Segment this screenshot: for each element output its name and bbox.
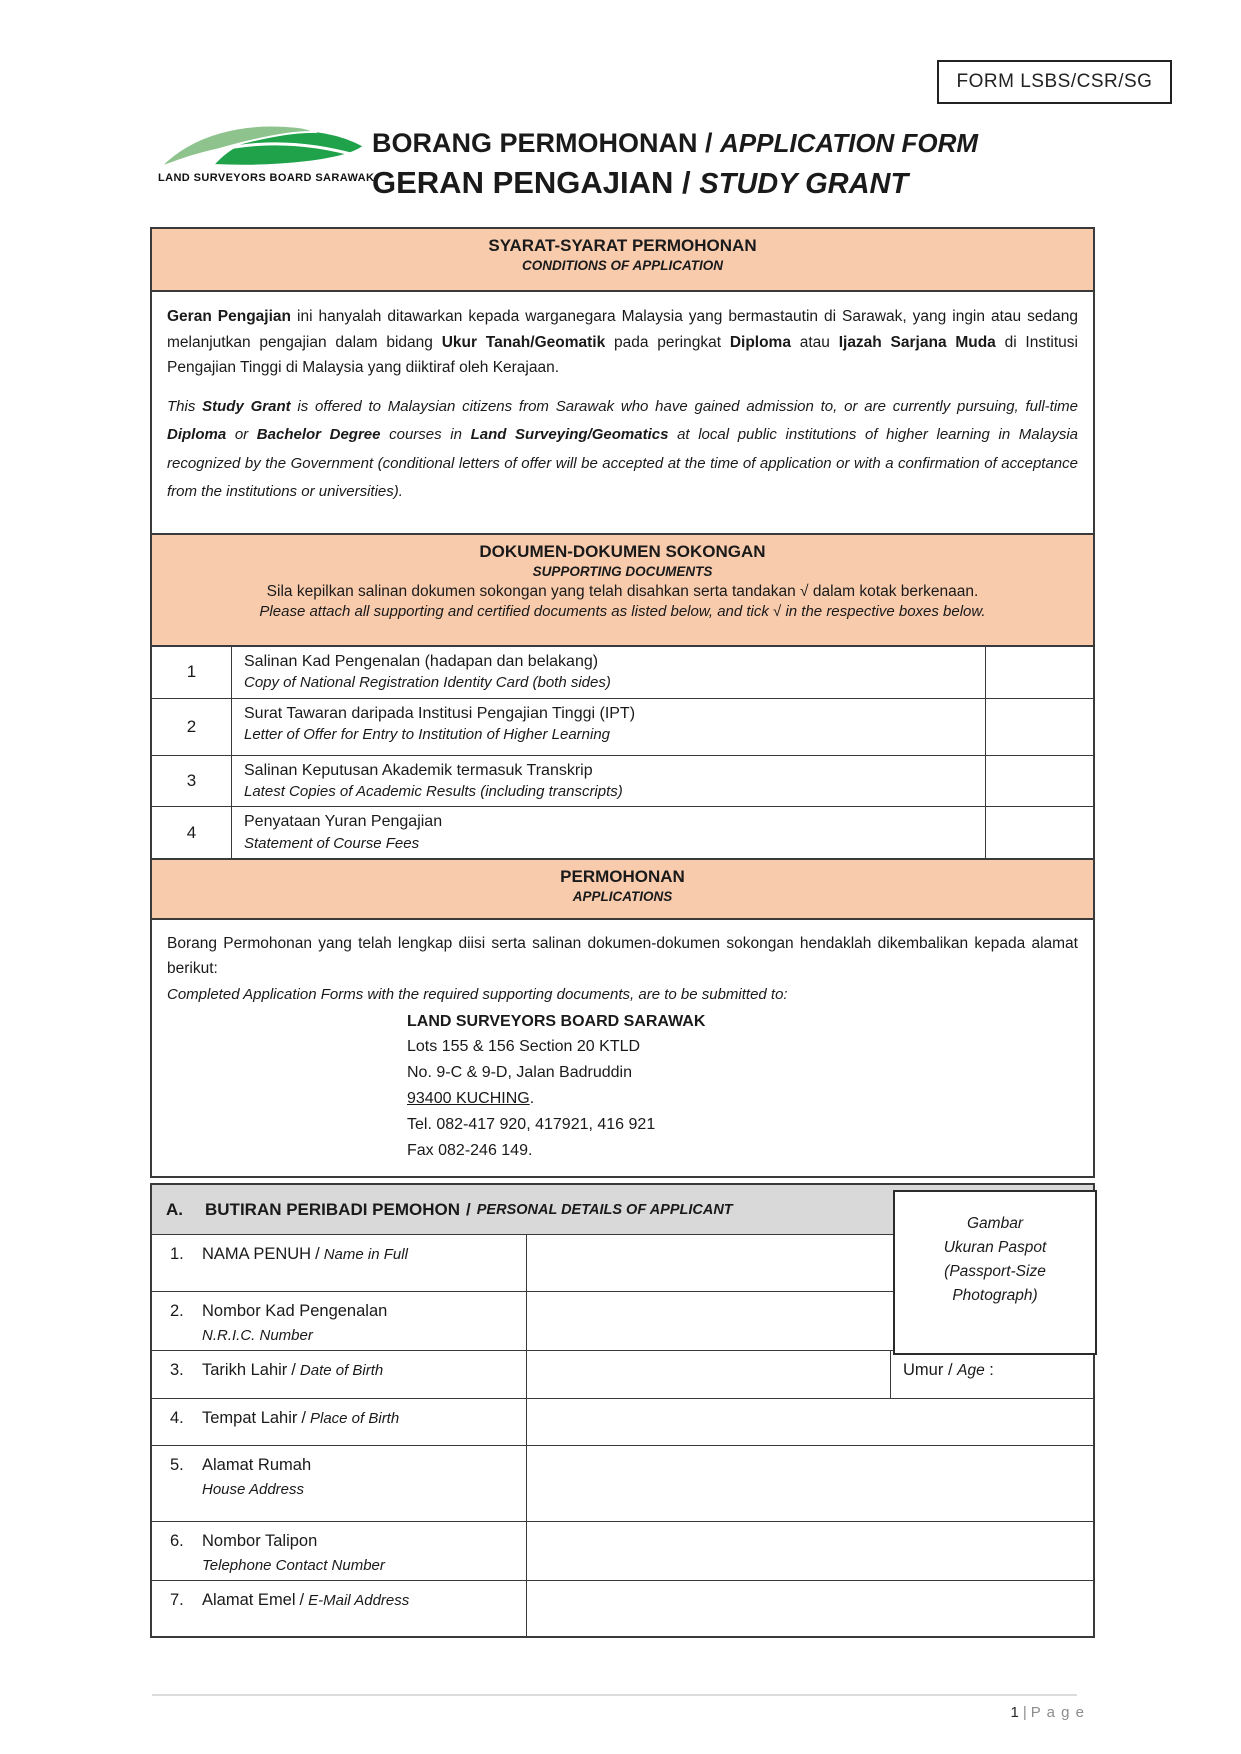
table-row-email: 7. Alamat Emel / E-Mail Address [152,1581,1093,1636]
applications-heading-my: PERMOHONAN [560,866,685,886]
main-info-table [150,227,1095,1178]
documents-heading-en: SUPPORTING DOCUMENTS [532,564,713,579]
document-row-2-number: 2 [152,699,232,755]
passport-photo-box[interactable]: Gambar Ukuran Paspot (Passport-Size Photograph) [893,1190,1097,1355]
table-row-telephone: 6. Nombor Talipon Telephone Contact Number [152,1522,1093,1581]
applications-heading-en: APPLICATIONS [572,888,673,904]
page-number: 1 | P a g e [1010,1704,1085,1721]
documents-note-en: Please attach all supporting and certified documents as listed below, and tick √ in the respective boxes below. [259,603,986,620]
form-code-box [937,60,1172,104]
document-row-1-checkbox-cell[interactable] [985,647,1093,698]
conditions-heading-my: SYARAT-SYARAT PERMOHONAN [488,236,757,255]
document-row-4-subtitle: Statement of Course Fees [244,834,420,852]
conditions-paragraph-my: Geran Pengajian ini hanyalah ditawarkan kepada warganegara Malaysia yang bermastautin di Sarawak, yang ingin atau sedang melanjutkan pengajian dalam bidang Ukur Tanah/Geomatik pada peringkat Diploma atau Ijazah Sarjana Muda di Institusi Pengajian Tinggi di Malaysia yang diiktiraf oleh Kerajaan. [167,308,1078,377]
logo-caption: LAND SURVEYORS BOARD SARAWAK [158,172,375,184]
section-a-heading-en: PERSONAL DETAILS OF APPLICANT [476,1201,733,1218]
label-email-address: Alamat Emel / E-Mail Address [202,1591,410,1609]
document-row-3-number: 3 [152,756,232,807]
table-row-place-of-birth: 4. Tempat Lahir / Place of Birth [152,1399,1093,1446]
title-line-1-en: APPLICATION FORM [720,128,979,158]
section-a-tag: A. [166,1199,183,1219]
label-house-address: Alamat Rumah House Address [202,1456,312,1498]
document-row-3-checkbox-cell[interactable] [985,756,1093,807]
logo-graphic-icon [158,118,370,170]
label-telephone-number: Nombor Talipon Telephone Contact Number [202,1532,385,1574]
document-row-3 [152,756,1093,808]
document-row-4-number: 4 [152,807,232,858]
title-line-2-my: GERAN PENGAJIAN [372,165,674,200]
document-row-1 [152,647,1093,699]
section-a-header: A. BUTIRAN PERIBADI PEMOHON / PERSONAL DETAILS OF APPLICANT [152,1185,1093,1235]
documents-heading-my: DOKUMEN-DOKUMEN SOKONGAN [479,542,766,561]
form-code-text: FORM LSBS/CSR/SG [956,71,1153,92]
document-row-2 [152,699,1093,756]
label-place-of-birth: Tempat Lahir / Place of Birth [202,1409,400,1427]
submission-address [407,1009,1078,1164]
title-line-1-my: BORANG PERMOHONAN [372,128,698,158]
address-line-1: Lots 155 & 156 Section 20 KTLD [407,1038,641,1056]
table-row-house-address: 5. Alamat Rumah House Address [152,1446,1093,1522]
org-logo [158,118,375,184]
applications-section-header [152,858,1093,918]
address-org-name: LAND SURVEYORS BOARD SARAWAK [407,1012,706,1030]
document-row-3-title: Salinan Keputusan Akademik termasuk Transkrip [244,761,593,779]
document-row-4-checkbox-cell[interactable] [985,807,1093,858]
title-line-1: BORANG PERMOHONAN / APPLICATION FORM [372,128,979,158]
documents-note-my: Sila kepilkan salinan dokumen sokongan yang telah disahkan serta tandakan √ dalam kotak berkenaan. [266,583,979,600]
section-a-heading-my: BUTIRAN PERIBADI PEMOHON [205,1199,461,1219]
conditions-paragraph-en: This Study Grant is offered to Malaysian citizens from Sarawak who have gained admission to, or are currently pursuing, full-time Diploma or Bachelor Degree courses in Land Surveying/Geomatics at local public institutions of higher learning in Malaysia recognized by the Government (conditional letters of offer will be accepted at the time of application or with a confirmation of acceptance from the institutions or universities). [167,397,1079,501]
document-row-1-number: 1 [152,647,232,698]
conditions-heading-en: CONDITIONS OF APPLICATION [522,258,723,273]
table-row-date-of-birth: 3. Tarikh Lahir / Date of Birth Umur / Age : [152,1351,1093,1399]
document-row-2-checkbox-cell[interactable] [985,699,1093,755]
document-row-4 [152,807,1093,858]
address-tel: Tel. 082-417 920, 417921, 416 921 [407,1116,656,1134]
title-line-2-en: STUDY GRANT [699,168,909,200]
label-age: Umur / Age : [903,1361,994,1379]
field-email-address[interactable] [527,1581,1093,1636]
conditions-body [152,292,1093,535]
applications-body [152,918,1093,1176]
page-title [372,128,978,201]
address-line-2: No. 9-C & 9-D, Jalan Badruddin [407,1064,632,1082]
documents-section-header [152,535,1093,647]
table-row-name: 1. NAMA PENUH / Name in Full [152,1235,1093,1292]
label-date-of-birth: Tarikh Lahir / Date of Birth [202,1361,384,1379]
field-place-of-birth[interactable] [527,1399,1093,1445]
address-city: 93400 KUCHING. [407,1090,535,1108]
conditions-section-header [152,229,1093,292]
document-row-1-subtitle: Copy of National Registration Identity Card (both sides) [244,674,611,692]
table-row-nric: 2. Nombor Kad Pengenalan N.R.I.C. Number [152,1292,1093,1351]
field-age[interactable] [890,1351,1093,1398]
address-fax: Fax 082-246 149. [407,1142,533,1160]
title-line-2: GERAN PENGAJIAN / STUDY GRANT [372,165,909,200]
document-row-2-subtitle: Letter of Offer for Entry to Institution of Higher Learning [244,726,611,744]
footer-divider [152,1694,1077,1696]
document-row-2-title: Surat Tawaran daripada Institusi Pengajian Tinggi (IPT) [244,704,636,722]
field-date-of-birth[interactable] [527,1351,890,1398]
document-row-4-title: Penyataan Yuran Pengajian [244,813,443,831]
document-row-1-title: Salinan Kad Pengenalan (hadapan dan belakang) [244,653,599,670]
field-house-address[interactable] [527,1446,1093,1521]
applications-paragraph-my: Borang Permohonan yang telah lengkap diisi serta salinan dokumen-dokumen sokongan hendaklah dikembalikan kepada alamat berikut: [167,934,1078,977]
label-nric-number: Nombor Kad Pengenalan N.R.I.C. Number [202,1302,388,1344]
field-telephone-number[interactable] [527,1522,1093,1580]
applications-paragraph-en: Completed Application Forms with the required supporting documents, are to be submitted to: [167,985,788,1003]
label-name-in-full: NAMA PENUH / Name in Full [202,1245,408,1263]
document-row-3-subtitle: Latest Copies of Academic Results (including transcripts) [244,783,623,801]
